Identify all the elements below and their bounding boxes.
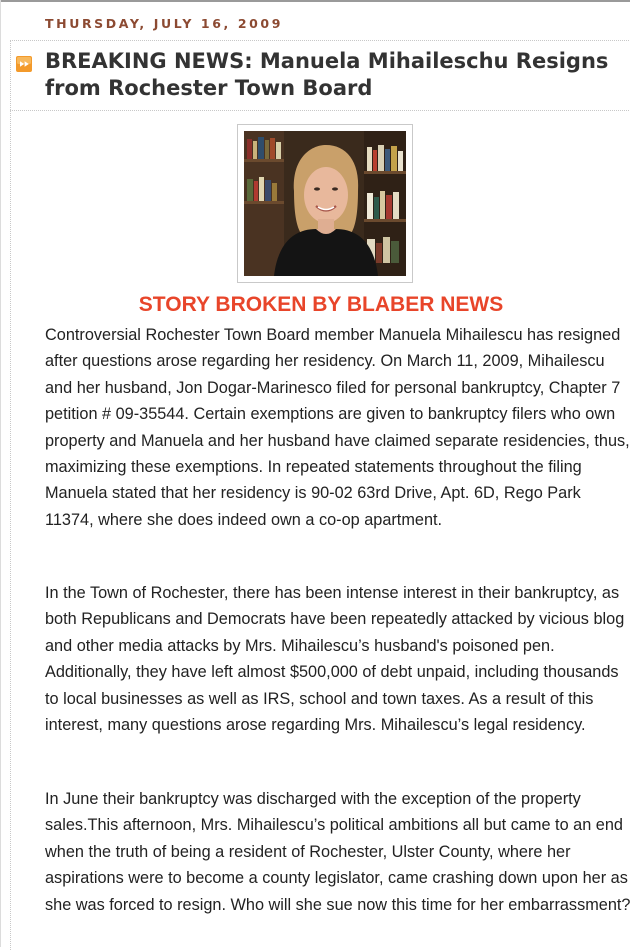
portrait-photo-icon <box>244 131 406 276</box>
post-divider-top <box>10 40 630 41</box>
post-paragraph-3: In June their bankruptcy was discharged with the exception of the property sales.This afternoon, Mrs. Mihailescu’s political ambitions all but came to an end when the truth of being a resident of Rochester, Ulster County, where her aspirations were to become a county legislator, came crashing down upon her as she was forced to resign. Who will she sue now this time for her embarrassment? <box>45 790 630 914</box>
date-header: THURSDAY, JULY 16, 2009 <box>45 16 284 31</box>
post-paragraph-2: In the Town of Rochester, there has been intense interest in their bankruptcy, as both Republicans and Democrats have been repeatedly attacked by vicious blog and other media attacks by Mrs. Mihailescu’s husband's poisoned pen. Additionally, they have left almost $500,000 of debt unpaid, including thousands to local businesses as well as IRS, school and town taxes. As a result of this interest, many questions arose regarding Mrs. Mihailescu’s legal residency. <box>45 584 625 735</box>
story-subheading: STORY BROKEN BY BLABER NEWS <box>138 293 504 316</box>
arrow-right-icon <box>16 56 32 72</box>
post-title[interactable]: BREAKING NEWS: Manuela Mihaileschu Resigns from Rochester Town Board <box>45 49 609 100</box>
post-paragraph-1: Controversial Rochester Town Board member Manuela Mihailescu has resigned after questions arose regarding her residency. On March 11, 2009, Mihailescu and her husband, Jon Dogar-Marinesco filed for personal bankruptcy, Chapter 7 petition # 09-35544. Certain exemptions are given to bankruptcy filers who own property and Manuela and her husband have claimed separate residencies, thus, maximizing these exemptions. In repeated statements throughout the filing Manuela stated that her residency is 90-02 63rd Drive, Apt. 6D, Rego Park 11374, where she does indeed own a co-op apartment. <box>45 326 630 529</box>
post-title-divider <box>10 110 630 111</box>
top-border <box>1 0 630 2</box>
post-divider-left <box>10 40 11 950</box>
post-photo <box>237 124 413 283</box>
